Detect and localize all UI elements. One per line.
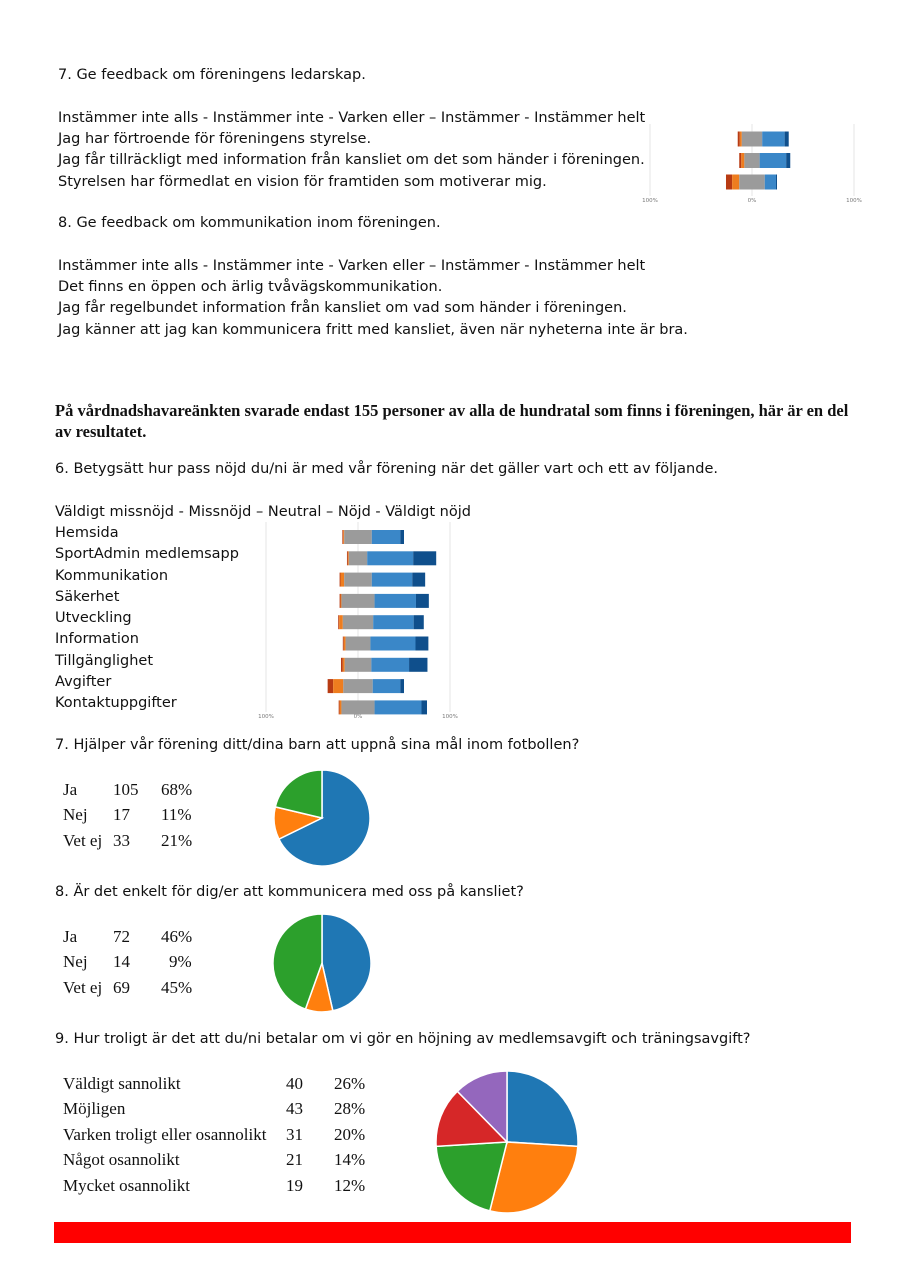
- q6-scale: Väldigt missnöjd - Missnöjd – Neutral – Nöjd - Väldigt nöjd: [55, 504, 471, 520]
- q7-item: Styrelsen har förmedlat en vision för framtiden som motiverar mig.: [58, 173, 547, 190]
- bar-segment: [344, 637, 346, 651]
- bar-segment: [373, 679, 401, 693]
- answer-count: 43: [286, 1099, 303, 1119]
- answer-label: Vet ej: [63, 830, 103, 850]
- answer-count: 19: [286, 1175, 303, 1195]
- bar-segment: [345, 658, 372, 672]
- bar-segment: [726, 175, 732, 190]
- q8b-results-table: [63, 924, 192, 1001]
- answer-label: Väldigt sannolikt: [63, 1073, 181, 1093]
- bar-segment: [741, 153, 744, 168]
- table-row: [63, 1122, 365, 1148]
- axis-tick-label: 100%: [642, 198, 658, 204]
- bar-segment: [786, 153, 790, 168]
- q8-item: Det finns en öppen och ärlig tvåvägskommunikation.: [58, 279, 443, 295]
- q7-item: Jag har förtroende för föreningens styrelse.: [58, 131, 372, 147]
- q6-item: Hemsida: [55, 525, 119, 541]
- bar-segment: [414, 615, 424, 629]
- q6-item: Kontaktuppgifter: [55, 695, 177, 712]
- communication-pie-chart: [271, 912, 373, 1014]
- answer-count: 33: [113, 830, 130, 850]
- bar-segment: [760, 153, 787, 168]
- bar-segment: [762, 132, 784, 147]
- q6-item: Utveckling: [55, 610, 132, 627]
- answer-count: 17: [113, 805, 130, 825]
- bar-segment: [339, 700, 340, 714]
- q6-item: Tillgänglighet: [55, 652, 154, 669]
- q8-scale: Instämmer inte alls - Instämmer inte - Varken eller – Instämmer - Instämmer helt: [58, 258, 646, 274]
- bar-segment: [370, 637, 415, 651]
- q6-item: Avgifter: [55, 674, 112, 691]
- bar-segment: [340, 700, 342, 714]
- answer-percent: 45%: [161, 977, 193, 997]
- intro-paragraph: På vårdnadshavareänkten svarade endast 155 personer av alla de hundratal som finns i föreningen, här är en del av resultatet.: [55, 401, 849, 441]
- answer-percent: 68%: [161, 779, 193, 799]
- q6-title: 6. Betygsätt hur pass nöjd du/ni är med vår förening när det gäller vart och ett av följande.: [55, 461, 718, 477]
- answer-percent: 21%: [161, 830, 193, 850]
- bar-segment: [343, 530, 344, 544]
- bar-segment: [338, 615, 339, 629]
- answer-label: Varken troligt eller osannolikt: [63, 1124, 267, 1144]
- q7b-results-table: [63, 777, 192, 854]
- bar-segment: [346, 637, 371, 651]
- answer-percent: 9%: [169, 952, 192, 972]
- bar-segment: [739, 175, 765, 190]
- q6-items: [55, 523, 239, 715]
- bar-segment: [371, 658, 409, 672]
- q7-item: Jag får tillräckligt med information från kansliet om det som händer i föreningen.: [58, 152, 645, 169]
- bar-segment: [340, 594, 341, 608]
- table-row: [63, 1097, 365, 1123]
- bar-segment: [400, 679, 404, 693]
- bar-segment: [347, 551, 348, 565]
- footer-bar: [54, 1222, 851, 1243]
- q8-items: [58, 277, 688, 341]
- q6-item: Information: [55, 631, 139, 648]
- bar-segment: [341, 700, 374, 714]
- bar-segment: [785, 132, 789, 147]
- bar-segment: [343, 658, 345, 672]
- table-row: [63, 1173, 365, 1199]
- answer-label: Nej: [63, 805, 88, 825]
- bar-segment: [740, 132, 742, 147]
- table-row: [63, 777, 192, 803]
- table-row: [63, 803, 192, 829]
- bar-segment: [373, 615, 413, 629]
- answer-count: 21: [286, 1150, 303, 1170]
- bar-segment: [341, 594, 374, 608]
- answer-count: 31: [286, 1124, 303, 1144]
- axis-tick-label: 0%: [747, 198, 757, 204]
- answer-count: 40: [286, 1073, 303, 1093]
- q8-title: 8. Ge feedback om kommunikation inom föreningen.: [58, 215, 441, 231]
- bar-segment: [328, 679, 334, 693]
- answer-percent: 14%: [334, 1150, 366, 1170]
- bar-segment: [372, 530, 401, 544]
- q7-scale: Instämmer inte alls - Instämmer inte - Varken eller – Instämmer - Instämmer helt: [58, 110, 646, 126]
- bar-segment: [765, 175, 776, 190]
- bar-segment: [343, 679, 372, 693]
- table-row: [63, 1148, 365, 1174]
- answer-label: Vet ej: [63, 977, 103, 997]
- table-row: [63, 1071, 365, 1097]
- table-row: [63, 828, 192, 854]
- table-row: [63, 924, 192, 950]
- answer-label: Något osannolikt: [63, 1150, 180, 1170]
- bar-segment: [341, 594, 342, 608]
- axis-tick-label: 100%: [442, 714, 458, 720]
- answer-label: Nej: [63, 952, 88, 972]
- answer-percent: 11%: [161, 805, 192, 825]
- bar-segment: [413, 551, 436, 565]
- answer-label: Möjligen: [63, 1099, 126, 1119]
- answer-percent: 28%: [334, 1099, 366, 1119]
- bar-segment: [744, 153, 759, 168]
- bar-segment: [416, 594, 429, 608]
- bar-segment: [341, 573, 345, 587]
- q7b-title: 7. Hjälper vår förening ditt/dina barn att uppnå sina mål inom fotbollen?: [55, 737, 580, 753]
- leadership-diverging-bar-chart: [640, 124, 865, 208]
- bar-segment: [400, 530, 404, 544]
- satisfaction-diverging-bar-chart: [258, 522, 458, 722]
- bar-segment: [343, 637, 344, 651]
- table-row: [63, 975, 192, 1001]
- bar-segment: [738, 132, 740, 147]
- answer-count: 14: [113, 952, 130, 972]
- bar-segment: [776, 175, 777, 190]
- bar-segment: [421, 700, 427, 714]
- fee-increase-pie-chart: [434, 1069, 580, 1215]
- bar-segment: [349, 551, 367, 565]
- goals-pie-chart: [272, 768, 372, 868]
- q7-title: 7. Ge feedback om föreningens ledarskap.: [58, 67, 366, 83]
- q9-results-table: [63, 1071, 365, 1199]
- axis-tick-label: 0%: [353, 714, 363, 720]
- q6-item: SportAdmin medlemsapp: [55, 546, 239, 563]
- bar-segment: [412, 573, 425, 587]
- q8-item: Jag får regelbundet information från kansliet om vad som händer i föreningen.: [58, 300, 627, 317]
- bar-segment: [732, 175, 739, 190]
- bar-segment: [409, 658, 427, 672]
- q9-title: 9. Hur troligt är det att du/ni betalar om vi gör en höjning av medlemsavgift och träningsavgift?: [55, 1031, 751, 1047]
- axis-tick-label: 100%: [258, 714, 274, 720]
- bar-segment: [416, 637, 429, 651]
- answer-count: 72: [113, 926, 130, 946]
- table-row: [63, 950, 192, 976]
- bar-segment: [343, 615, 373, 629]
- bar-segment: [348, 551, 349, 565]
- q8-item: Jag känner att jag kan kommunicera fritt med kansliet, även när nyheterna inte är bra.: [58, 321, 688, 338]
- bar-segment: [375, 700, 422, 714]
- bar-segment: [333, 679, 343, 693]
- answer-percent: 26%: [334, 1073, 366, 1093]
- answer-label: Mycket osannolikt: [63, 1175, 191, 1195]
- bar-segment: [344, 573, 372, 587]
- q6-item: Säkerhet: [55, 588, 120, 605]
- answer-count: 69: [113, 977, 130, 997]
- answer-label: Ja: [63, 779, 78, 799]
- q8b-title: 8. Är det enkelt för dig/er att kommunicera med oss på kansliet?: [55, 884, 524, 900]
- bar-segment: [742, 132, 762, 147]
- bar-segment: [342, 530, 343, 544]
- q7-items: [58, 129, 645, 193]
- pie-slice: [507, 1071, 578, 1146]
- bar-segment: [739, 153, 741, 168]
- bar-segment: [340, 573, 341, 587]
- bar-segment: [367, 551, 413, 565]
- answer-percent: 46%: [161, 926, 193, 946]
- answer-label: Ja: [63, 926, 78, 946]
- q6-item: Kommunikation: [55, 567, 169, 584]
- bar-segment: [372, 573, 412, 587]
- answer-percent: 12%: [334, 1175, 366, 1195]
- answer-percent: 20%: [334, 1124, 366, 1144]
- answer-count: 105: [113, 779, 139, 799]
- bar-segment: [375, 594, 416, 608]
- axis-tick-label: 100%: [846, 198, 862, 204]
- bar-segment: [339, 615, 343, 629]
- bar-segment: [344, 530, 372, 544]
- bar-segment: [341, 658, 343, 672]
